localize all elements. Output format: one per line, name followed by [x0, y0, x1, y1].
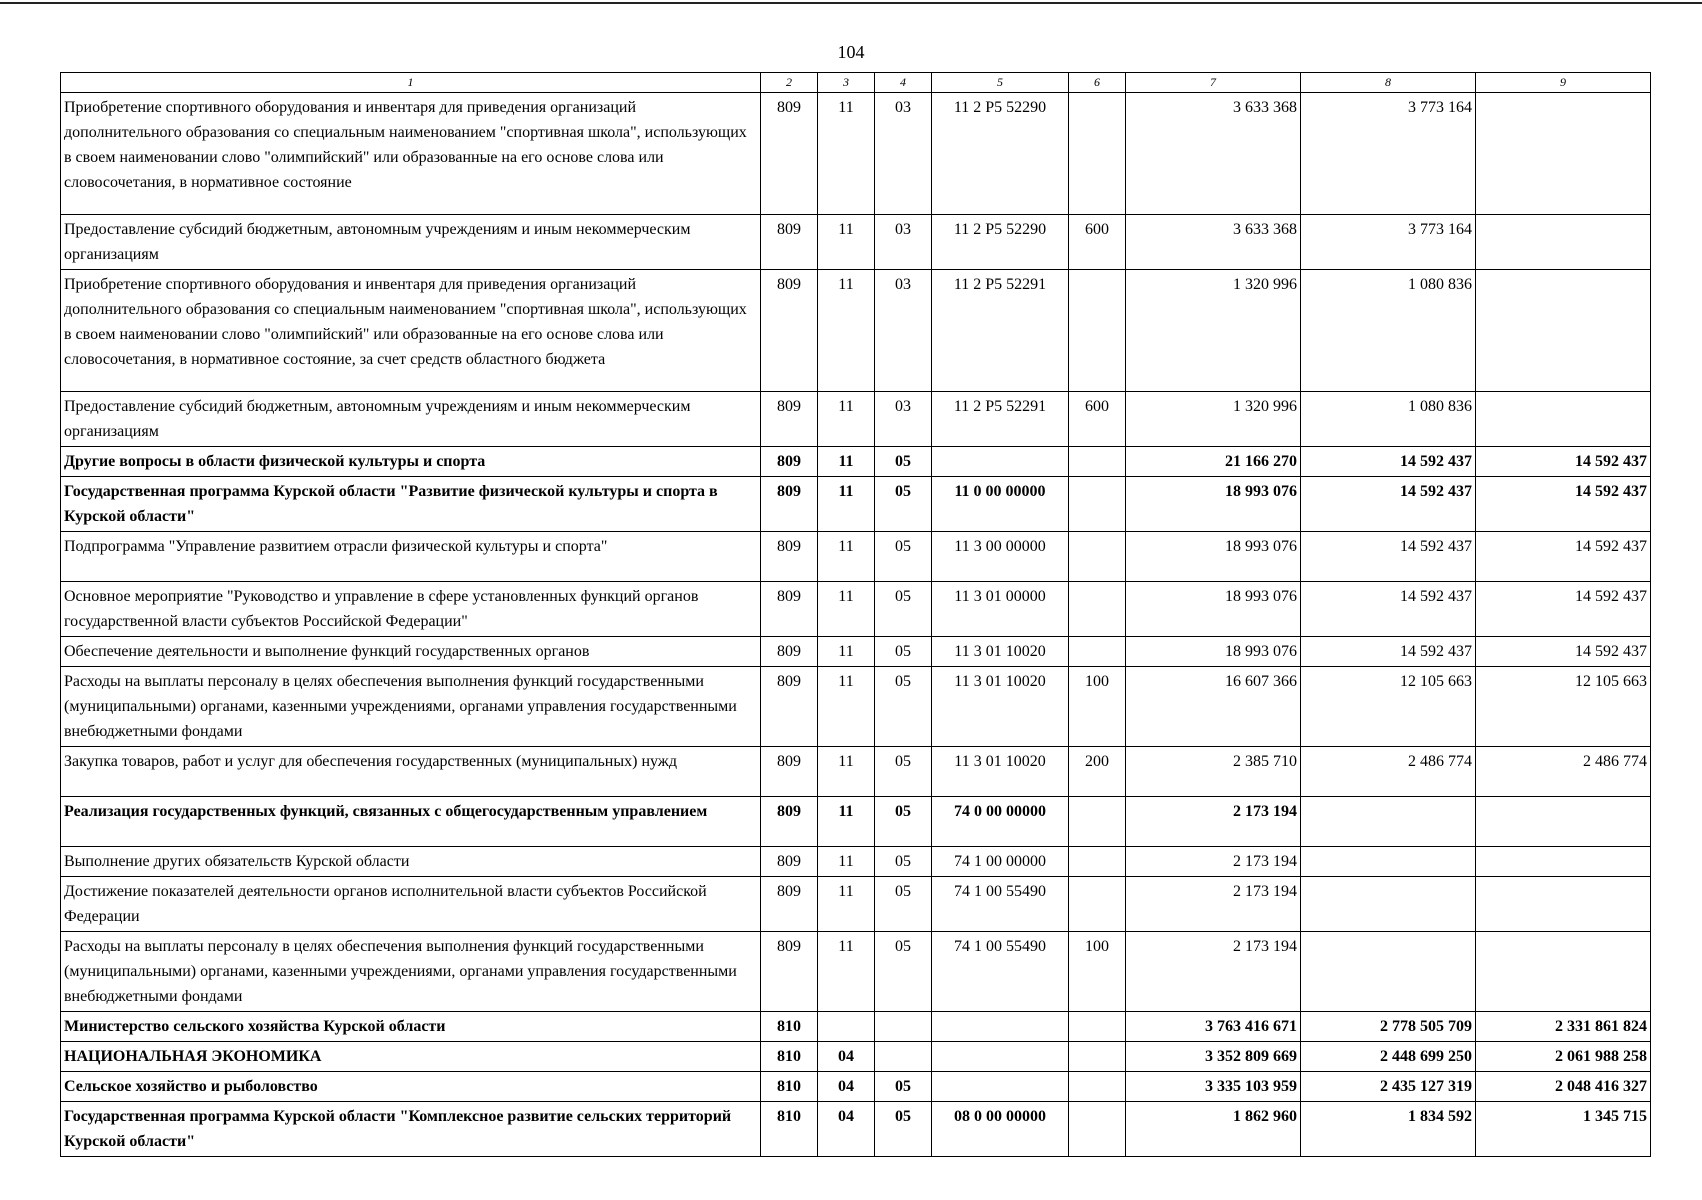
amount-year-1: 1 320 996	[1126, 270, 1301, 392]
amount-year-1: 2 173 194	[1126, 932, 1301, 1012]
subsection-code	[875, 1042, 932, 1072]
amount-year-1: 3 763 416 671	[1126, 1012, 1301, 1042]
amount-year-3: 14 592 437	[1476, 447, 1651, 477]
target-article-code: 11 3 01 00000	[932, 582, 1069, 637]
row-description: Расходы на выплаты персоналу в целях обеспечения выполнения функций государственными (муниципальными) органами, казенными учреждениями, органами управления государственными внебюджетными фондами	[61, 932, 761, 1012]
ministry-code: 809	[761, 447, 818, 477]
target-article-code: 11 2 Р5 52290	[932, 215, 1069, 270]
amount-year-1: 2 173 194	[1126, 797, 1301, 847]
section-code: 11	[818, 93, 875, 215]
row-description: Государственная программа Курской области "Развитие физической культуры и спорта в Курской области"	[61, 477, 761, 532]
amount-year-3	[1476, 877, 1651, 932]
expense-type-code	[1069, 270, 1126, 392]
column-header: 6	[1069, 73, 1126, 93]
expense-type-code	[1069, 877, 1126, 932]
ministry-code: 810	[761, 1072, 818, 1102]
ministry-code: 809	[761, 93, 818, 215]
section-code: 11	[818, 877, 875, 932]
subsection-code: 05	[875, 477, 932, 532]
amount-year-3	[1476, 392, 1651, 447]
amount-year-3: 14 592 437	[1476, 477, 1651, 532]
amount-year-1: 21 166 270	[1126, 447, 1301, 477]
target-article-code: 74 1 00 55490	[932, 877, 1069, 932]
amount-year-3	[1476, 847, 1651, 877]
target-article-code	[932, 447, 1069, 477]
amount-year-2	[1301, 932, 1476, 1012]
section-code: 11	[818, 747, 875, 797]
table-row	[61, 392, 1651, 447]
amount-year-1: 1 862 960	[1126, 1102, 1301, 1157]
row-description: Достижение показателей деятельности органов исполнительной власти субъектов Российской Федерации	[61, 877, 761, 932]
amount-year-3: 2 486 774	[1476, 747, 1651, 797]
amount-year-2: 12 105 663	[1301, 667, 1476, 747]
amount-year-1: 2 385 710	[1126, 747, 1301, 797]
amount-year-1: 18 993 076	[1126, 637, 1301, 667]
section-code: 11	[818, 582, 875, 637]
section-code: 04	[818, 1102, 875, 1157]
column-header: 5	[932, 73, 1069, 93]
section-code: 04	[818, 1042, 875, 1072]
amount-year-1: 2 173 194	[1126, 877, 1301, 932]
expense-type-code	[1069, 1102, 1126, 1157]
target-article-code: 11 0 00 00000	[932, 477, 1069, 532]
section-code: 11	[818, 532, 875, 582]
column-header: 2	[761, 73, 818, 93]
target-article-code: 11 2 Р5 52291	[932, 392, 1069, 447]
ministry-code: 809	[761, 270, 818, 392]
table-row	[61, 667, 1651, 747]
table-row	[61, 477, 1651, 532]
row-description: НАЦИОНАЛЬНАЯ ЭКОНОМИКА	[61, 1042, 761, 1072]
row-description: Сельское хозяйство и рыболовство	[61, 1072, 761, 1102]
row-description: Подпрограмма "Управление развитием отрасли физической культуры и спорта"	[61, 532, 761, 582]
row-description: Предоставление субсидий бюджетным, автономным учреждениям и иным некоммерческим организациям	[61, 215, 761, 270]
target-article-code: 11 3 00 00000	[932, 532, 1069, 582]
expense-type-code	[1069, 477, 1126, 532]
row-description: Государственная программа Курской области "Комплексное развитие сельских территорий Курской области"	[61, 1102, 761, 1157]
target-article-code: 11 3 01 10020	[932, 637, 1069, 667]
ministry-code: 809	[761, 847, 818, 877]
row-description: Обеспечение деятельности и выполнение функций государственных органов	[61, 637, 761, 667]
amount-year-1: 2 173 194	[1126, 847, 1301, 877]
subsection-code: 05	[875, 637, 932, 667]
section-code: 11	[818, 847, 875, 877]
table-row	[61, 270, 1651, 392]
table-row	[61, 847, 1651, 877]
section-code: 11	[818, 932, 875, 1012]
amount-year-2	[1301, 797, 1476, 847]
subsection-code: 05	[875, 582, 932, 637]
amount-year-2: 3 773 164	[1301, 93, 1476, 215]
amount-year-1: 16 607 366	[1126, 667, 1301, 747]
target-article-code	[932, 1042, 1069, 1072]
ministry-code: 810	[761, 1102, 818, 1157]
row-description: Министерство сельского хозяйства Курской области	[61, 1012, 761, 1042]
table-row	[61, 1012, 1651, 1042]
column-header: 4	[875, 73, 932, 93]
table-row	[61, 582, 1651, 637]
row-description: Выполнение других обязательств Курской области	[61, 847, 761, 877]
amount-year-1: 18 993 076	[1126, 532, 1301, 582]
expense-type-code	[1069, 1012, 1126, 1042]
amount-year-2: 14 592 437	[1301, 447, 1476, 477]
amount-year-2: 1 080 836	[1301, 392, 1476, 447]
section-code: 11	[818, 447, 875, 477]
table-row	[61, 1042, 1651, 1072]
subsection-code: 05	[875, 1102, 932, 1157]
table-row	[61, 797, 1651, 847]
row-description: Основное мероприятие "Руководство и управление в сфере установленных функций органов государственной власти субъектов Российской Федерации"	[61, 582, 761, 637]
amount-year-2: 14 592 437	[1301, 637, 1476, 667]
ministry-code: 809	[761, 392, 818, 447]
section-code: 11	[818, 270, 875, 392]
row-description: Расходы на выплаты персоналу в целях обеспечения выполнения функций государственными (муниципальными) органами, казенными учреждениями, органами управления государственными внебюджетными фондами	[61, 667, 761, 747]
section-code	[818, 1012, 875, 1042]
expense-type-code: 100	[1069, 932, 1126, 1012]
column-header: 9	[1476, 73, 1651, 93]
expense-type-code	[1069, 847, 1126, 877]
subsection-code: 03	[875, 215, 932, 270]
subsection-code: 05	[875, 877, 932, 932]
ministry-code: 809	[761, 637, 818, 667]
amount-year-2: 14 592 437	[1301, 477, 1476, 532]
expense-type-code	[1069, 1042, 1126, 1072]
row-description: Реализация государственных функций, связанных с общегосударственным управлением	[61, 797, 761, 847]
amount-year-3	[1476, 932, 1651, 1012]
amount-year-3: 2 331 861 824	[1476, 1012, 1651, 1042]
ministry-code: 809	[761, 932, 818, 1012]
amount-year-2: 14 592 437	[1301, 532, 1476, 582]
table-row	[61, 1072, 1651, 1102]
column-number-row	[61, 73, 1651, 93]
amount-year-1: 1 320 996	[1126, 392, 1301, 447]
expense-type-code	[1069, 532, 1126, 582]
target-article-code	[932, 1012, 1069, 1042]
subsection-code: 05	[875, 447, 932, 477]
amount-year-3: 2 061 988 258	[1476, 1042, 1651, 1072]
expense-type-code	[1069, 447, 1126, 477]
amount-year-2: 2 448 699 250	[1301, 1042, 1476, 1072]
expense-type-code	[1069, 93, 1126, 215]
table-row	[61, 747, 1651, 797]
expense-type-code: 600	[1069, 392, 1126, 447]
column-header: 7	[1126, 73, 1301, 93]
target-article-code: 11 2 Р5 52290	[932, 93, 1069, 215]
page-number: 104	[837, 42, 865, 62]
amount-year-3: 12 105 663	[1476, 667, 1651, 747]
amount-year-3: 2 048 416 327	[1476, 1072, 1651, 1102]
section-code: 11	[818, 392, 875, 447]
subsection-code: 03	[875, 93, 932, 215]
expense-type-code: 600	[1069, 215, 1126, 270]
amount-year-2: 2 778 505 709	[1301, 1012, 1476, 1042]
ministry-code: 810	[761, 1012, 818, 1042]
table-row	[61, 215, 1651, 270]
table-row	[61, 637, 1651, 667]
amount-year-1: 3 352 809 669	[1126, 1042, 1301, 1072]
target-article-code: 11 3 01 10020	[932, 747, 1069, 797]
subsection-code: 03	[875, 392, 932, 447]
expense-type-code	[1069, 582, 1126, 637]
section-code: 04	[818, 1072, 875, 1102]
target-article-code	[932, 1072, 1069, 1102]
row-description: Закупка товаров, работ и услуг для обеспечения государственных (муниципальных) нужд	[61, 747, 761, 797]
ministry-code: 809	[761, 877, 818, 932]
amount-year-2: 1 080 836	[1301, 270, 1476, 392]
amount-year-2: 3 773 164	[1301, 215, 1476, 270]
ministry-code: 809	[761, 532, 818, 582]
amount-year-2: 1 834 592	[1301, 1102, 1476, 1157]
ministry-code: 809	[761, 215, 818, 270]
target-article-code: 11 2 Р5 52291	[932, 270, 1069, 392]
target-article-code: 74 1 00 55490	[932, 932, 1069, 1012]
column-header: 8	[1301, 73, 1476, 93]
ministry-code: 809	[761, 797, 818, 847]
expense-type-code: 200	[1069, 747, 1126, 797]
amount-year-3: 1 345 715	[1476, 1102, 1651, 1157]
section-code: 11	[818, 637, 875, 667]
amount-year-3: 14 592 437	[1476, 637, 1651, 667]
row-description: Приобретение спортивного оборудования и инвентаря для приведения организаций дополнительного образования со специальным наименованием "спортивная школа", использующих в своем наименовании слово "олимпийский" или образованные на его основе слова или словосочетания, в нормативное состояние	[61, 93, 761, 215]
top-border-line	[0, 2, 1702, 4]
section-code: 11	[818, 215, 875, 270]
budget-table	[60, 72, 1651, 1157]
row-description: Предоставление субсидий бюджетным, автономным учреждениям и иным некоммерческим организациям	[61, 392, 761, 447]
subsection-code: 05	[875, 797, 932, 847]
ministry-code: 809	[761, 667, 818, 747]
target-article-code: 11 3 01 10020	[932, 667, 1069, 747]
subsection-code: 05	[875, 1072, 932, 1102]
table-row	[61, 532, 1651, 582]
expense-type-code	[1069, 1072, 1126, 1102]
subsection-code: 05	[875, 532, 932, 582]
subsection-code	[875, 1012, 932, 1042]
subsection-code: 05	[875, 667, 932, 747]
table-row	[61, 447, 1651, 477]
target-article-code: 74 0 00 00000	[932, 797, 1069, 847]
section-code: 11	[818, 477, 875, 532]
expense-type-code	[1069, 797, 1126, 847]
table-row	[61, 932, 1651, 1012]
subsection-code: 05	[875, 847, 932, 877]
amount-year-3: 14 592 437	[1476, 582, 1651, 637]
row-description: Другие вопросы в области физической культуры и спорта	[61, 447, 761, 477]
amount-year-1: 3 335 103 959	[1126, 1072, 1301, 1102]
amount-year-3	[1476, 270, 1651, 392]
amount-year-3: 14 592 437	[1476, 532, 1651, 582]
ministry-code: 809	[761, 747, 818, 797]
amount-year-3	[1476, 93, 1651, 215]
table-row	[61, 877, 1651, 932]
target-article-code: 08 0 00 00000	[932, 1102, 1069, 1157]
amount-year-3	[1476, 215, 1651, 270]
section-code: 11	[818, 667, 875, 747]
amount-year-1: 18 993 076	[1126, 582, 1301, 637]
amount-year-1: 18 993 076	[1126, 477, 1301, 532]
expense-type-code	[1069, 637, 1126, 667]
ministry-code: 809	[761, 582, 818, 637]
amount-year-2: 2 486 774	[1301, 747, 1476, 797]
column-header: 1	[61, 73, 761, 93]
row-description: Приобретение спортивного оборудования и инвентаря для приведения организаций дополнительного образования со специальным наименованием "спортивная школа", использующих в своем наименовании слово "олимпийский" или образованные на его основе слова или словосочетания, в нормативное состояние, за счет средств областного бюджета	[61, 270, 761, 392]
subsection-code: 03	[875, 270, 932, 392]
amount-year-2: 14 592 437	[1301, 582, 1476, 637]
amount-year-1: 3 633 368	[1126, 93, 1301, 215]
column-header: 3	[818, 73, 875, 93]
amount-year-2	[1301, 877, 1476, 932]
expense-type-code: 100	[1069, 667, 1126, 747]
amount-year-1: 3 633 368	[1126, 215, 1301, 270]
ministry-code: 809	[761, 477, 818, 532]
target-article-code: 74 1 00 00000	[932, 847, 1069, 877]
subsection-code: 05	[875, 747, 932, 797]
table-row	[61, 93, 1651, 215]
table-row	[61, 1102, 1651, 1157]
budget-table-container	[60, 72, 1651, 1157]
amount-year-2: 2 435 127 319	[1301, 1072, 1476, 1102]
section-code: 11	[818, 797, 875, 847]
subsection-code: 05	[875, 932, 932, 1012]
ministry-code: 810	[761, 1042, 818, 1072]
amount-year-2	[1301, 847, 1476, 877]
amount-year-3	[1476, 797, 1651, 847]
